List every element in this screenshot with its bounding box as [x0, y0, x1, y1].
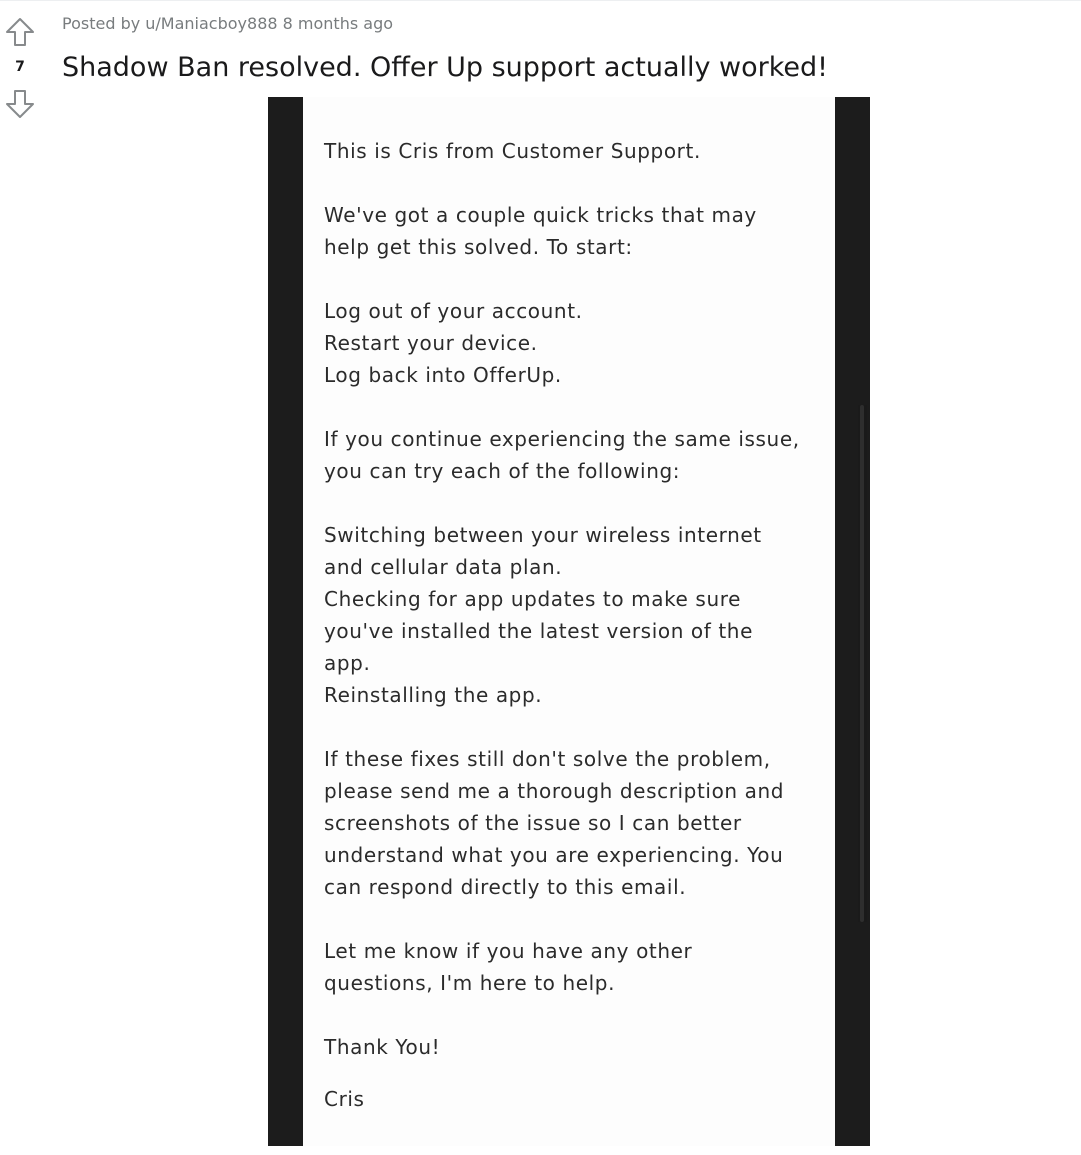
- email-line: help get this solved. To start:: [324, 235, 633, 259]
- email-line: Thank You!: [324, 1035, 441, 1059]
- arrow-up-outline-icon: [4, 16, 36, 48]
- post-title[interactable]: Shadow Ban resolved. Offer Up support actually worked!: [62, 52, 829, 83]
- email-line: can respond directly to this email.: [324, 875, 687, 899]
- email-line: If you continue experiencing the same issue,: [324, 427, 800, 451]
- email-paragraph-thanks: [324, 1031, 824, 1063]
- email-line: If these fixes still don't solve the problem,: [324, 747, 771, 771]
- vote-column: [0, 12, 40, 122]
- image-scrollbar[interactable]: [858, 405, 867, 922]
- email-line: Cris: [324, 1087, 365, 1111]
- email-paragraph-intro: [324, 135, 824, 167]
- email-line: app.: [324, 651, 371, 675]
- email-paragraph-tricks: [324, 199, 824, 263]
- email-line: you can try each of the following:: [324, 459, 681, 483]
- email-line: Let me know if you have any other: [324, 939, 693, 963]
- email-line: understand what you are experiencing. You: [324, 843, 784, 867]
- email-line: Log back into OfferUp.: [324, 363, 562, 387]
- email-line: Reinstalling the app.: [324, 683, 543, 707]
- post-image[interactable]: [268, 97, 870, 1146]
- email-paragraph-fixes: [324, 743, 824, 903]
- upvote-button[interactable]: [4, 16, 36, 48]
- downvote-button[interactable]: [4, 88, 36, 120]
- email-paragraph-options: [324, 519, 824, 711]
- email-paragraph-steps: [324, 295, 824, 391]
- email-line: Checking for app updates to make sure: [324, 587, 742, 611]
- post-top-border: [0, 0, 1081, 1]
- email-line: Switching between your wireless internet: [324, 523, 762, 547]
- email-line: questions, I'm here to help.: [324, 971, 616, 995]
- email-line: We've got a couple quick tricks that may: [324, 203, 757, 227]
- post-meta[interactable]: Posted by u/Maniacboy888 8 months ago: [62, 14, 394, 33]
- email-line: This is Cris from Customer Support.: [324, 139, 701, 163]
- arrow-down-outline-icon: [4, 88, 36, 120]
- email-line: you've installed the latest version of the: [324, 619, 753, 643]
- email-body: [324, 135, 824, 1146]
- email-line: please send me a thorough description and: [324, 779, 785, 803]
- email-line: Log out of your account.: [324, 299, 583, 323]
- email-signature: [324, 1083, 824, 1115]
- email-screenshot: [303, 97, 835, 1146]
- vote-count: 7: [15, 59, 25, 75]
- email-line: screenshots of the issue so I can better: [324, 811, 742, 835]
- email-line: and cellular data plan.: [324, 555, 563, 579]
- email-paragraph-continue: [324, 423, 824, 487]
- image-scrollbar-thumb[interactable]: [860, 405, 864, 922]
- email-line: Restart your device.: [324, 331, 538, 355]
- email-paragraph-help: [324, 935, 824, 999]
